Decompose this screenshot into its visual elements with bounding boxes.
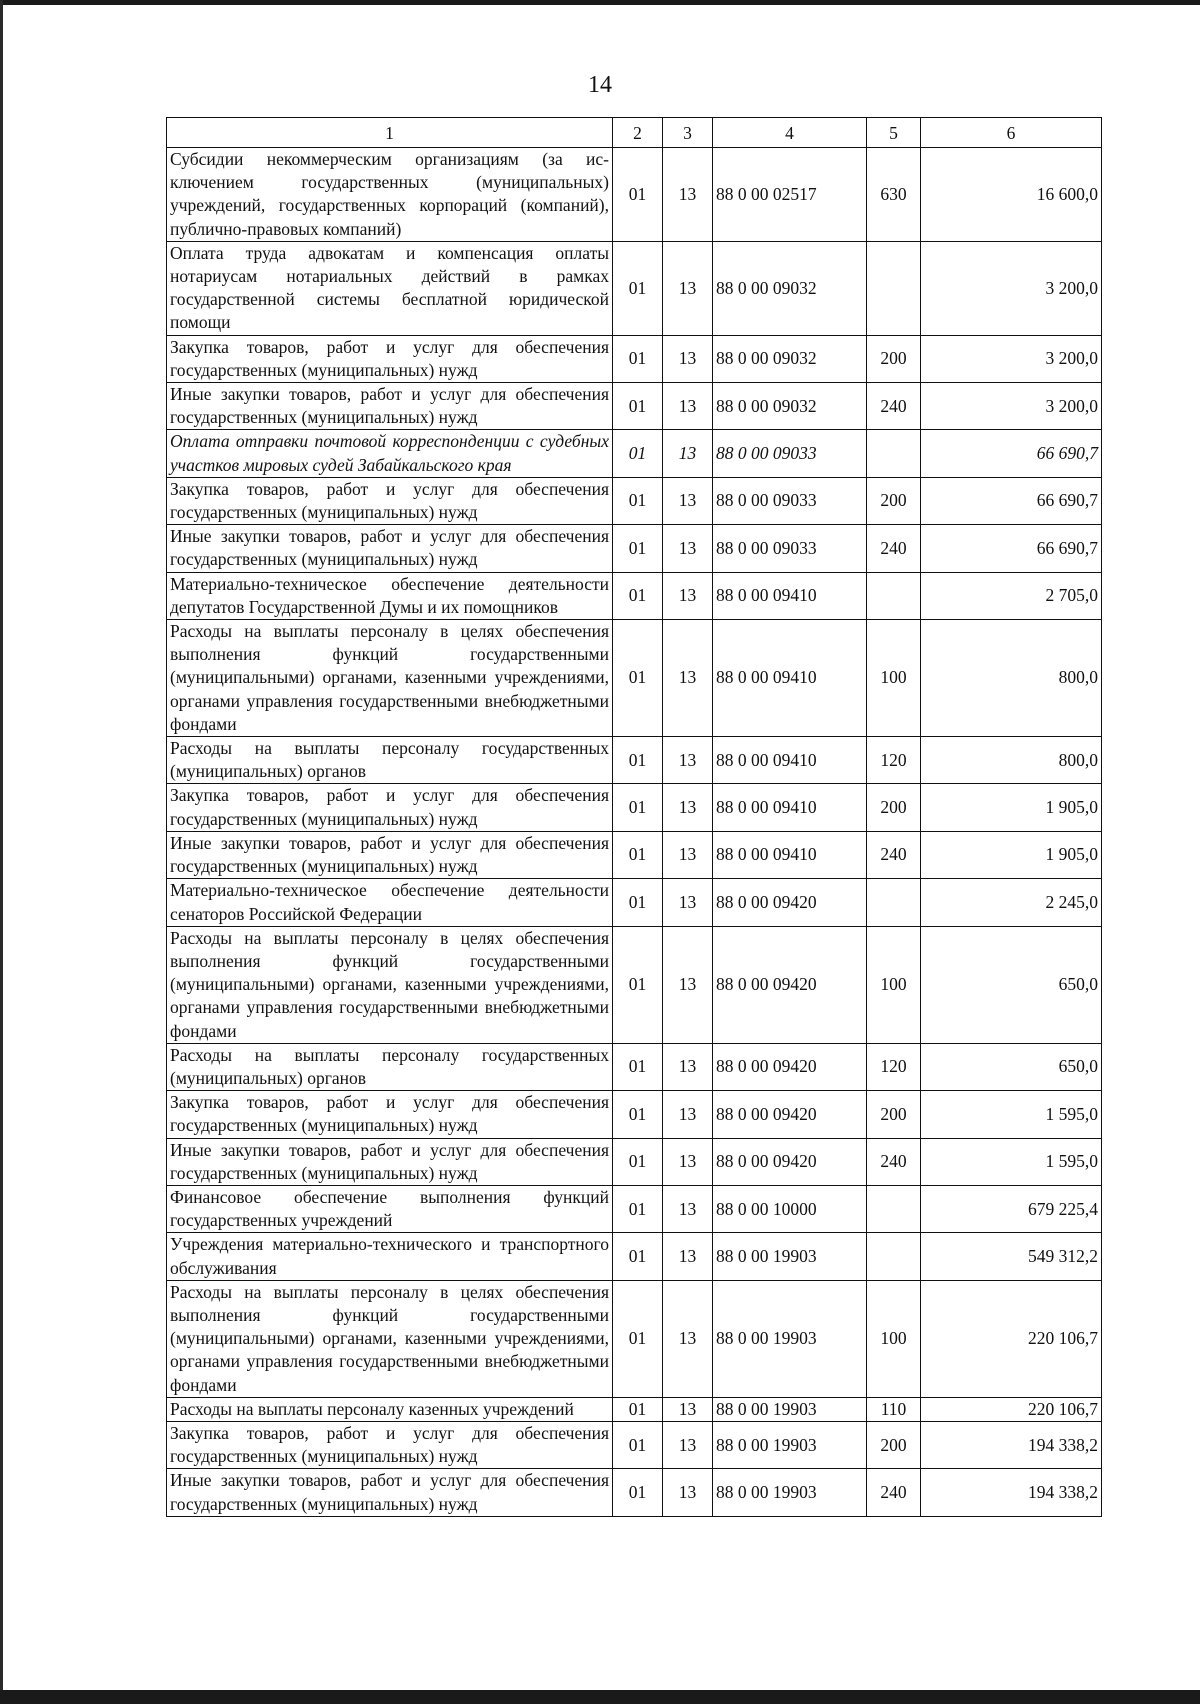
section-code-cell: 01 <box>613 430 663 477</box>
row-name-cell: Материально-техническое обеспечение деятельности депутатов Государственной Думы и их помощников <box>167 572 613 619</box>
section-code-cell: 01 <box>613 1421 663 1468</box>
row-name-cell: Закупка товаров, работ и услуг для обеспечения государственных (муниципальных) нужд <box>167 784 613 831</box>
row-name-cell: Расходы на выплаты персоналу казенных учреждений <box>167 1397 613 1421</box>
target-article-cell: 88 0 00 09420 <box>713 879 867 926</box>
row-name-cell: Иные закупки товаров, работ и услуг для обеспечения государственных (муниципальных) нужд <box>167 831 613 878</box>
expense-type-cell <box>867 1233 921 1280</box>
subsection-code-cell: 13 <box>663 620 713 737</box>
target-article-cell: 88 0 00 09410 <box>713 737 867 784</box>
amount-cell: 220 106,7 <box>921 1280 1102 1397</box>
expense-type-cell: 200 <box>867 1421 921 1468</box>
amount-cell: 66 690,7 <box>921 477 1102 524</box>
section-code-cell: 01 <box>613 383 663 430</box>
subsection-code-cell: 13 <box>663 926 713 1043</box>
section-code-cell: 01 <box>613 241 663 335</box>
row-name-cell: Оплата труда адвокатам и компенсация оплаты нотариусам нотариальных действий в рамках государственной системы бесплатной юридической помощи <box>167 241 613 335</box>
expense-type-cell <box>867 879 921 926</box>
scan-edge-left <box>0 0 3 1704</box>
target-article-cell: 88 0 00 02517 <box>713 148 867 242</box>
row-name-cell: Расходы на выплаты персоналу государственных (муниципальных) органов <box>167 1043 613 1090</box>
amount-cell: 1 905,0 <box>921 831 1102 878</box>
expense-type-cell: 100 <box>867 926 921 1043</box>
target-article-cell: 88 0 00 10000 <box>713 1185 867 1232</box>
expense-type-cell <box>867 430 921 477</box>
amount-cell: 1 595,0 <box>921 1091 1102 1138</box>
table-row <box>167 1138 1102 1185</box>
subsection-code-cell: 13 <box>663 1421 713 1468</box>
section-code-cell: 01 <box>613 572 663 619</box>
target-article-cell: 88 0 00 19903 <box>713 1421 867 1468</box>
expense-type-cell: 200 <box>867 477 921 524</box>
table-row <box>167 477 1102 524</box>
row-name-cell: Закупка товаров, работ и услуг для обеспечения государственных (муниципальных) нужд <box>167 477 613 524</box>
table-body <box>167 148 1102 1517</box>
table-row <box>167 241 1102 335</box>
scan-edge-bottom <box>0 1690 1200 1704</box>
row-name-cell: Иные закупки товаров, работ и услуг для обеспечения государственных (муниципальных) нужд <box>167 1469 613 1516</box>
section-code-cell: 01 <box>613 784 663 831</box>
expense-type-cell: 240 <box>867 525 921 572</box>
table-row <box>167 335 1102 382</box>
section-code-cell: 01 <box>613 1043 663 1090</box>
target-article-cell: 88 0 00 09420 <box>713 1091 867 1138</box>
target-article-cell: 88 0 00 09033 <box>713 477 867 524</box>
amount-cell: 16 600,0 <box>921 148 1102 242</box>
expense-type-cell: 200 <box>867 784 921 831</box>
subsection-code-cell: 13 <box>663 525 713 572</box>
row-name-cell: Иные закупки товаров, работ и услуг для обеспечения государственных (муниципальных) нужд <box>167 383 613 430</box>
subsection-code-cell: 13 <box>663 737 713 784</box>
target-article-cell: 88 0 00 09032 <box>713 383 867 430</box>
table-row <box>167 1043 1102 1090</box>
target-article-cell: 88 0 00 19903 <box>713 1469 867 1516</box>
amount-cell: 679 225,4 <box>921 1185 1102 1232</box>
section-code-cell: 01 <box>613 879 663 926</box>
table-row <box>167 737 1102 784</box>
row-name-cell: Иные закупки товаров, работ и услуг для обеспечения государственных (муниципальных) нужд <box>167 525 613 572</box>
amount-cell: 3 200,0 <box>921 335 1102 382</box>
amount-cell: 2 705,0 <box>921 572 1102 619</box>
section-code-cell: 01 <box>613 1469 663 1516</box>
amount-cell: 66 690,7 <box>921 525 1102 572</box>
expense-type-cell: 110 <box>867 1397 921 1421</box>
table-row <box>167 1233 1102 1280</box>
subsection-code-cell: 13 <box>663 335 713 382</box>
expense-type-cell <box>867 241 921 335</box>
table-row <box>167 1091 1102 1138</box>
expense-type-cell: 120 <box>867 737 921 784</box>
table-row <box>167 879 1102 926</box>
target-article-cell: 88 0 00 09420 <box>713 1138 867 1185</box>
table-row <box>167 1421 1102 1468</box>
row-name-cell: Материально-техническое обеспечение деятельности сенаторов Российской Федерации <box>167 879 613 926</box>
subsection-code-cell: 13 <box>663 1185 713 1232</box>
target-article-cell: 88 0 00 09032 <box>713 335 867 382</box>
subsection-code-cell: 13 <box>663 477 713 524</box>
subsection-code-cell: 13 <box>663 1091 713 1138</box>
section-code-cell: 01 <box>613 148 663 242</box>
target-article-cell: 88 0 00 09420 <box>713 1043 867 1090</box>
amount-cell: 800,0 <box>921 737 1102 784</box>
table-row <box>167 572 1102 619</box>
subsection-code-cell: 13 <box>663 430 713 477</box>
subsection-code-cell: 13 <box>663 1469 713 1516</box>
row-name-cell: Закупка товаров, работ и услуг для обеспечения государственных (муниципальных) нужд <box>167 335 613 382</box>
section-code-cell: 01 <box>613 737 663 784</box>
section-code-cell: 01 <box>613 1091 663 1138</box>
expense-type-cell: 200 <box>867 335 921 382</box>
section-code-cell: 01 <box>613 1397 663 1421</box>
expense-type-cell: 630 <box>867 148 921 242</box>
section-code-cell: 01 <box>613 831 663 878</box>
page-number: 14 <box>588 72 612 98</box>
header-col-5: 5 <box>867 118 921 148</box>
row-name-cell: Расходы на выплаты персоналу в целях обеспечения выполнения функций государственными (муниципальными) органами, казенными учреждениями, органами управления государственными внебюджетными фондами <box>167 620 613 737</box>
amount-cell: 194 338,2 <box>921 1421 1102 1468</box>
row-name-cell: Закупка товаров, работ и услуг для обеспечения государственных (муниципальных) нужд <box>167 1091 613 1138</box>
row-name-cell: Оплата отправки почтовой корреспонденции с судебных участков мировых судей Забайкальского края <box>167 430 613 477</box>
target-article-cell: 88 0 00 09410 <box>713 572 867 619</box>
table-row <box>167 784 1102 831</box>
row-name-cell: Субсидии некоммерческим организациям (за исключением государственных (муниципальных) учреждений, государственных корпораций (компаний), публично-правовых компаний) <box>167 148 613 242</box>
amount-cell: 1 905,0 <box>921 784 1102 831</box>
expense-type-cell <box>867 572 921 619</box>
expense-type-cell: 100 <box>867 620 921 737</box>
row-name-cell: Учреждения материально-технического и транспортного обслуживания <box>167 1233 613 1280</box>
row-name-cell: Финансовое обеспечение выполнения функций государственных учреждений <box>167 1185 613 1232</box>
amount-cell: 3 200,0 <box>921 241 1102 335</box>
section-code-cell: 01 <box>613 1138 663 1185</box>
amount-cell: 650,0 <box>921 926 1102 1043</box>
section-code-cell: 01 <box>613 926 663 1043</box>
header-col-2: 2 <box>613 118 663 148</box>
target-article-cell: 88 0 00 09420 <box>713 926 867 1043</box>
section-code-cell: 01 <box>613 1280 663 1397</box>
amount-cell: 194 338,2 <box>921 1469 1102 1516</box>
amount-cell: 3 200,0 <box>921 383 1102 430</box>
expense-type-cell: 240 <box>867 1469 921 1516</box>
amount-cell: 1 595,0 <box>921 1138 1102 1185</box>
subsection-code-cell: 13 <box>663 148 713 242</box>
header-col-6: 6 <box>921 118 1102 148</box>
target-article-cell: 88 0 00 09033 <box>713 525 867 572</box>
subsection-code-cell: 13 <box>663 241 713 335</box>
table-row <box>167 1185 1102 1232</box>
subsection-code-cell: 13 <box>663 831 713 878</box>
row-name-cell: Расходы на выплаты персоналу государственных (муниципальных) органов <box>167 737 613 784</box>
expense-type-cell: 100 <box>867 1280 921 1397</box>
target-article-cell: 88 0 00 09410 <box>713 831 867 878</box>
target-article-cell: 88 0 00 09032 <box>713 241 867 335</box>
subsection-code-cell: 13 <box>663 1397 713 1421</box>
section-code-cell: 01 <box>613 525 663 572</box>
table-row <box>167 1280 1102 1397</box>
table-row <box>167 926 1102 1043</box>
row-name-cell: Расходы на выплаты персоналу в целях обеспечения выполнения функций государственными (муниципальными) органами, казенными учреждениями, органами управления государственными внебюджетными фондами <box>167 926 613 1043</box>
expense-type-cell: 120 <box>867 1043 921 1090</box>
table-row <box>167 383 1102 430</box>
header-col-3: 3 <box>663 118 713 148</box>
subsection-code-cell: 13 <box>663 572 713 619</box>
table-row <box>167 1397 1102 1421</box>
expense-type-cell: 200 <box>867 1091 921 1138</box>
section-code-cell: 01 <box>613 477 663 524</box>
expense-type-cell: 240 <box>867 1138 921 1185</box>
target-article-cell: 88 0 00 09410 <box>713 784 867 831</box>
target-article-cell: 88 0 00 19903 <box>713 1397 867 1421</box>
amount-cell: 650,0 <box>921 1043 1102 1090</box>
expense-type-cell: 240 <box>867 383 921 430</box>
subsection-code-cell: 13 <box>663 1043 713 1090</box>
table-row <box>167 430 1102 477</box>
amount-cell: 2 245,0 <box>921 879 1102 926</box>
scan-edge-top <box>0 0 1200 5</box>
table-row <box>167 148 1102 242</box>
subsection-code-cell: 13 <box>663 784 713 831</box>
subsection-code-cell: 13 <box>663 879 713 926</box>
subsection-code-cell: 13 <box>663 1138 713 1185</box>
row-name-cell: Иные закупки товаров, работ и услуг для обеспечения государственных (муниципальных) нужд <box>167 1138 613 1185</box>
header-col-1: 1 <box>167 118 613 148</box>
subsection-code-cell: 13 <box>663 383 713 430</box>
section-code-cell: 01 <box>613 1233 663 1280</box>
table-header-row <box>167 118 1102 148</box>
header-col-4: 4 <box>713 118 867 148</box>
amount-cell: 800,0 <box>921 620 1102 737</box>
table-row <box>167 1469 1102 1516</box>
target-article-cell: 88 0 00 09033 <box>713 430 867 477</box>
target-article-cell: 88 0 00 09410 <box>713 620 867 737</box>
expense-type-cell <box>867 1185 921 1232</box>
amount-cell: 220 106,7 <box>921 1397 1102 1421</box>
expense-type-cell: 240 <box>867 831 921 878</box>
target-article-cell: 88 0 00 19903 <box>713 1280 867 1397</box>
table-row <box>167 620 1102 737</box>
section-code-cell: 01 <box>613 335 663 382</box>
table-row <box>167 525 1102 572</box>
subsection-code-cell: 13 <box>663 1280 713 1397</box>
table-row <box>167 831 1102 878</box>
subsection-code-cell: 13 <box>663 1233 713 1280</box>
amount-cell: 66 690,7 <box>921 430 1102 477</box>
row-name-cell: Расходы на выплаты персоналу в целях обеспечения выполнения функций государственными (муниципальными) органами, казенными учреждениями, органами управления государственными внебюджетными фондами <box>167 1280 613 1397</box>
amount-cell: 549 312,2 <box>921 1233 1102 1280</box>
row-name-cell: Закупка товаров, работ и услуг для обеспечения государственных (муниципальных) нужд <box>167 1421 613 1468</box>
target-article-cell: 88 0 00 19903 <box>713 1233 867 1280</box>
section-code-cell: 01 <box>613 620 663 737</box>
section-code-cell: 01 <box>613 1185 663 1232</box>
budget-table <box>166 117 1102 1517</box>
